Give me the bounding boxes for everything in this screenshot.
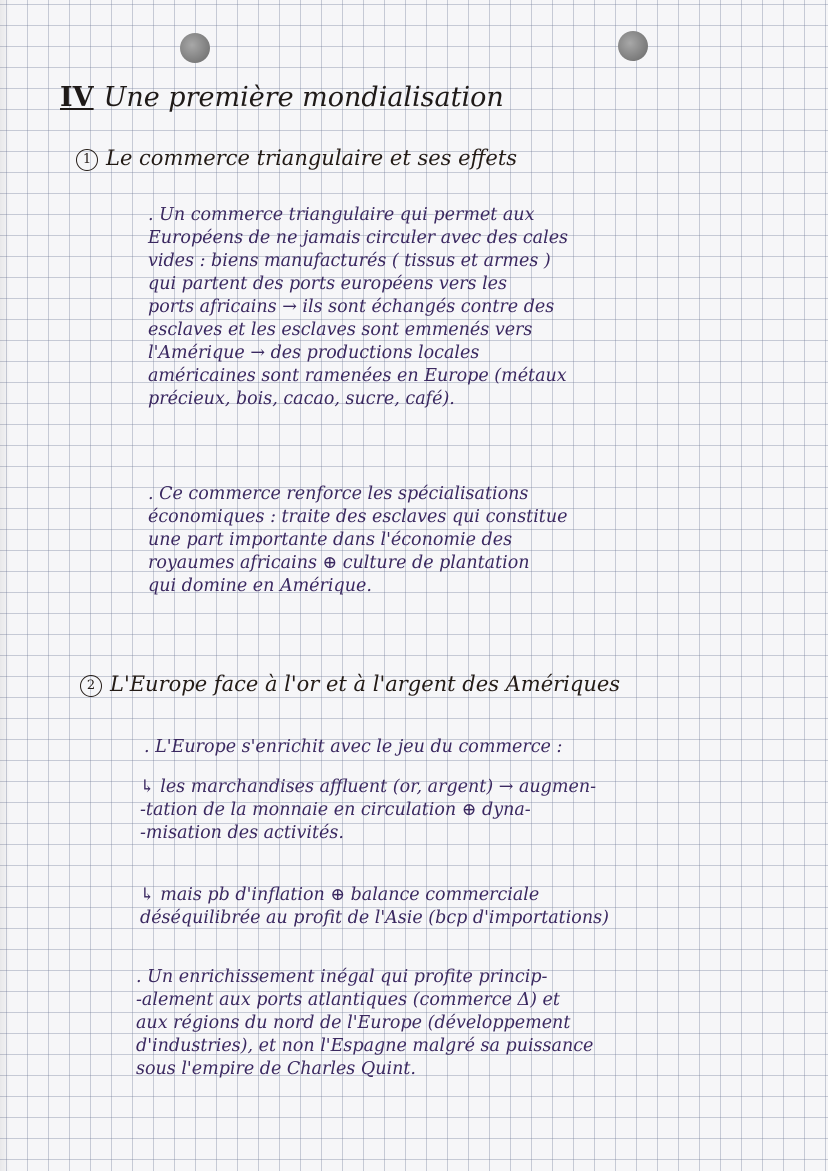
section-2-paragraph-2	[140, 776, 808, 845]
text-line: américaines sont ramenées en Europe (métaux	[148, 366, 567, 386]
text-line: royaumes africains ⊕ culture de plantation	[148, 553, 530, 573]
text-line: -misation des activités.	[140, 823, 344, 843]
section-2-heading	[80, 672, 620, 697]
section-1-paragraph-1	[148, 204, 816, 411]
text-line: -tation de la monnaie en circulation ⊕ dyna-	[140, 800, 531, 820]
text-line: aux régions du nord de l'Europe (développement	[136, 1013, 571, 1033]
section-1-number: 1	[76, 149, 98, 171]
text-line: ↳ mais pb d'inflation ⊕ balance commerciale	[140, 885, 540, 905]
text-line: l'Amérique → des productions locales	[148, 343, 480, 363]
text-line: . L'Europe s'enrichit avec le jeu du commerce :	[144, 737, 563, 757]
text-line: Européens de ne jamais circuler avec des cales	[148, 228, 569, 248]
text-line: qui domine en Amérique.	[148, 576, 372, 596]
page-title	[60, 82, 504, 113]
text-line: précieux, bois, cacao, sucre, café).	[148, 389, 455, 409]
text-line: esclaves et les esclaves sont emmenés vers	[148, 320, 533, 340]
section-1-heading	[76, 146, 517, 171]
text-line: sous l'empire de Charles Quint.	[136, 1059, 416, 1079]
text-line: d'industries), et non l'Espagne malgré sa puissance	[136, 1036, 594, 1056]
text-line: . Un enrichissement inégal qui profite princip-	[136, 967, 548, 987]
text-line: -alement aux ports atlantiques (commerce Δ) et	[136, 990, 560, 1010]
text-line: qui partent des ports européens vers les	[148, 274, 508, 294]
section-2-paragraph-4	[136, 966, 804, 1081]
section-2-number: 2	[80, 675, 102, 697]
section-1-heading-text: Le commerce triangulaire et ses effets	[106, 146, 518, 170]
text-line: déséquilibrée au profit de l'Asie (bcp d'importations)	[140, 908, 609, 928]
title-number: IV	[60, 82, 94, 113]
section-2-paragraph-1	[144, 736, 812, 759]
text-line: . Ce commerce renforce les spécialisations	[148, 484, 529, 504]
text-line: économiques : traite des esclaves qui constitue	[148, 507, 568, 527]
text-line: une part importante dans l'économie des	[148, 530, 513, 550]
text-line: vides : biens manufacturés ( tissus et armes )	[148, 251, 551, 271]
section-2-heading-text: L'Europe face à l'or et à l'argent des Amériques	[110, 672, 621, 696]
text-line: ports africains → ils sont échangés contre des	[148, 297, 555, 317]
punch-hole-right	[618, 31, 648, 61]
text-line: . Un commerce triangulaire qui permet aux	[148, 205, 535, 225]
text-line: ↳ les marchandises affluent (or, argent) → augmen-	[140, 777, 596, 797]
page-edge-shadow	[0, 0, 10, 1171]
punch-hole-left	[180, 33, 210, 63]
section-1-paragraph-2	[148, 483, 816, 598]
section-2-paragraph-3	[140, 884, 808, 930]
title-text: Une première mondialisation	[103, 82, 504, 113]
